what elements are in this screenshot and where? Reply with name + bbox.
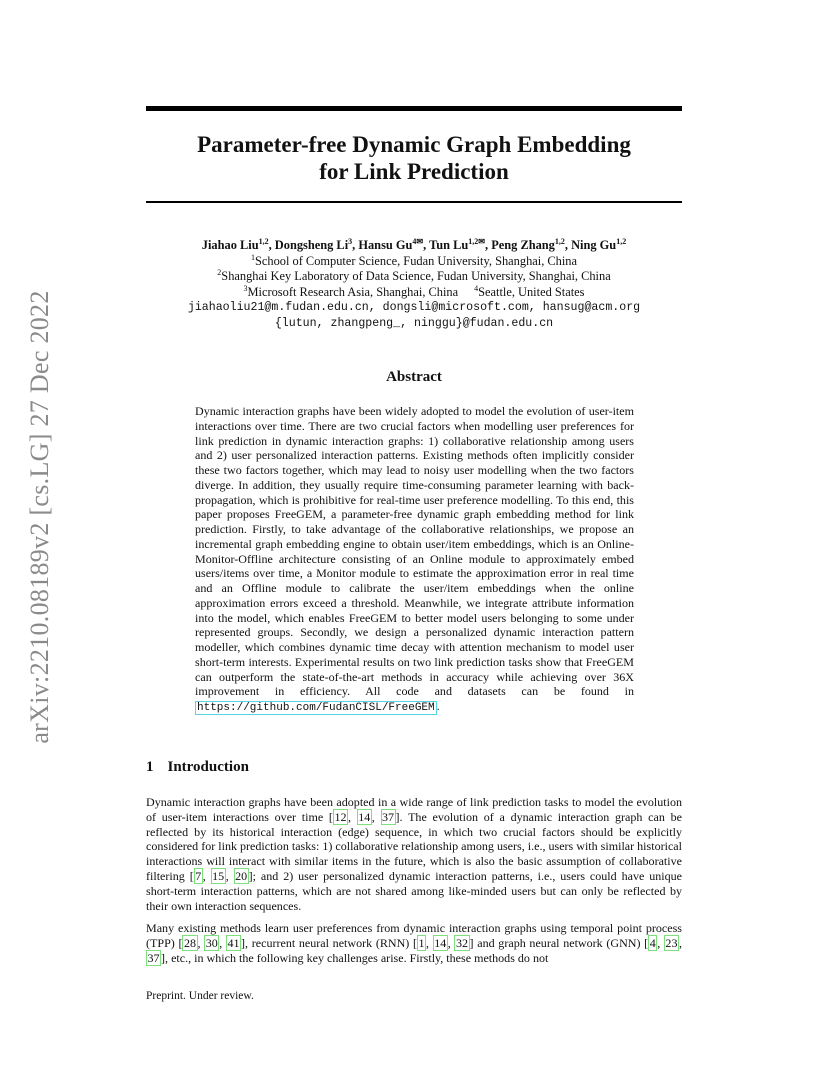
author-affiliation-marker: 4✉ (412, 236, 424, 246)
abstract-body (195, 404, 634, 716)
author-name: Hansu Gu (358, 238, 413, 252)
abstract-end: . (436, 699, 440, 713)
affiliation-3-text: Microsoft Research Asia, Shanghai, China (247, 284, 459, 299)
author-names (146, 238, 682, 254)
citation-link[interactable]: 20 (235, 868, 248, 883)
code-link[interactable]: https://github.com/FudanCISL/FreeGEM (197, 702, 435, 714)
intro-paragraph-2 (146, 921, 682, 965)
author-affiliation-marker: 1,2 (616, 236, 627, 246)
section-heading (146, 759, 249, 776)
paragraph-text: Dynamic interaction graphs have been adopted in a wide range of link prediction tasks to model the evolution of user-item interactions over time [ (146, 795, 682, 824)
intro-paragraph-1 (146, 795, 682, 913)
citation-link[interactable]: 12 (334, 809, 347, 824)
author-affiliation-marker: 1,2 (554, 236, 565, 246)
paragraph-text: , (225, 868, 234, 883)
citation-link[interactable]: 37 (382, 809, 395, 824)
citation-link[interactable]: 14 (358, 809, 371, 824)
paper-title (146, 131, 682, 185)
author-separator: , (484, 238, 492, 252)
title-top-rule (146, 106, 682, 111)
citation-link[interactable]: 32 (455, 935, 469, 950)
paragraph-text: Many existing methods learn user preferences from dynamic interaction graphs using temporal point process (TPP) [ (146, 921, 682, 950)
arxiv-identifier (10, 272, 70, 762)
paragraph-text: , (219, 935, 226, 950)
affiliation-4-text: Seattle, United States (478, 284, 585, 299)
paragraph-text: ], etc., in which the following key challenges arise. Firstly, these methods do not (161, 950, 549, 965)
citation-link[interactable]: 4 (649, 935, 656, 950)
paragraph-text: , (678, 935, 682, 950)
paragraph-text: , (447, 935, 455, 950)
affiliation-2 (146, 269, 682, 285)
author-block (146, 238, 682, 331)
affiliation-2-marker: 2 (217, 267, 222, 277)
citation-link[interactable]: 28 (183, 935, 197, 950)
paper-title-line-1: Parameter-free Dynamic Graph Embedding (197, 132, 631, 157)
affiliation-3-4 (146, 285, 682, 301)
author-separator: , (352, 238, 359, 252)
section-title: Introduction (167, 759, 249, 775)
section-number: 1 (146, 759, 154, 775)
affiliation-1-marker: 1 (251, 252, 255, 262)
author-emails-1: jiahaoliu21@m.fudan.edu.cn, dongsli@microsoft.com, hansug@acm.org (187, 301, 641, 314)
paper-title-line-2: for Link Prediction (319, 159, 509, 184)
affiliation-3-marker: 3 (243, 283, 248, 293)
author-affiliation-marker: 1,2 (258, 236, 269, 246)
paragraph-text: , (371, 809, 381, 824)
citation-link[interactable]: 30 (205, 935, 218, 950)
abstract-text: Dynamic interaction graphs have been widely adopted to model the evolution of user-item interactions over time. There are two crucial factors when modelling user preferences for link prediction in dynamic interaction graphs: 1) collaborative relationship among users and 2) user personalized interaction patterns. Existing methods often implicitly consider these two factors together, which may lead to noisy user modelling when the two factors diverge. In addition, they usually require time-consuming parameter learning with back-propagation, which is prohibitive for real-time user preference modelling. To this end, this paper proposes FreeGEM, a parameter-free dynamic graph embedding method for link prediction. Firstly, to take advantage of the collaborative relationships, we propose an incremental graph embedding engine to obtain user/item embeddings, which is an Online-Monitor-Offline architecture consisting of an Online module to approximately embed users/items over time, a Monitor module to estimate the approximation error in real time and an Offline module to calibrate the user/item embeddings when the online approximation errors exceed a threshold. Meanwhile, we integrate attribute information into the model, which enables FreeGEM to better model users belonging to some under represented groups. Secondly, we design a personalized dynamic interaction pattern modeller, which combines dynamic time decay with attention mechanism to model user short-term interests. Experimental results on two link prediction tasks show that FreeGEM can outperform the state-of-the-art methods in accuracy while achieving over 36X improvement in efficiency. All code and datasets can be found in (195, 404, 634, 699)
author-separator: , (268, 238, 275, 252)
affiliation-1-text: School of Computer Science, Fudan University, Shanghai, China (255, 253, 577, 268)
paragraph-text: , (347, 809, 357, 824)
citation-link[interactable]: 15 (212, 868, 225, 883)
author-name: Dongsheng Li (274, 238, 349, 252)
affiliation-2-text: Shanghai Key Laboratory of Data Science, Fudan University, Shanghai, China (221, 269, 611, 283)
author-separator: , (423, 238, 430, 252)
affiliation-1 (146, 254, 682, 270)
paragraph-text: , (202, 868, 211, 883)
author-name: Jiahao Liu (201, 238, 259, 252)
citation-link[interactable]: 41 (227, 935, 240, 950)
paragraph-text: ]; and 2) user personalized dynamic interaction patterns, i.e., users could have unique short-term interaction patterns, which are not shared among like-minded users but can only be reflected by their own interaction sequences. (146, 868, 682, 913)
paragraph-text: ]. The evolution of a dynamic interaction graph can be reflected by its historical interaction (edge) sequence, in which two crucial factors should be explicitly considered for link prediction tasks: 1) collaborative relationship among users, i.e., users with similar historical interactions will interact with similar items in the future, which is also the basic assumption of collaborative filtering [ (146, 809, 682, 883)
citation-link[interactable]: 7 (195, 868, 202, 883)
paragraph-text: , (197, 935, 205, 950)
title-bottom-rule (146, 201, 682, 203)
paragraph-text: ], recurrent neural network (RNN) [ (241, 935, 417, 950)
author-name: Ning Gu (571, 238, 617, 252)
abstract-heading: Abstract (386, 369, 442, 385)
arxiv-identifier-text: arXiv:2210.08189v2 [cs.LG] 27 Dec 2022 (25, 290, 54, 744)
citation-link[interactable]: 23 (665, 935, 678, 950)
author-name: Tun Lu (429, 238, 469, 252)
affiliation-4-marker: 4 (474, 283, 479, 293)
paragraph-text: ] and graph neural network (GNN) [ (469, 935, 649, 950)
citation-link[interactable]: 37 (147, 950, 160, 965)
paragraph-text: , (426, 935, 433, 950)
author-emails-2: {lutun, zhangpeng_, ninggu}@fudan.edu.cn (274, 316, 554, 330)
citation-link[interactable]: 1 (418, 935, 425, 950)
author-affiliation-marker: 1,2✉ (468, 236, 485, 246)
preprint-footnote: Preprint. Under review. (146, 990, 254, 1002)
author-separator: , (564, 238, 572, 252)
author-affiliation-marker: 3 (348, 236, 353, 246)
citation-link[interactable]: 14 (434, 935, 447, 950)
author-name: Peng Zhang (491, 238, 555, 252)
paragraph-text: , (657, 935, 664, 950)
